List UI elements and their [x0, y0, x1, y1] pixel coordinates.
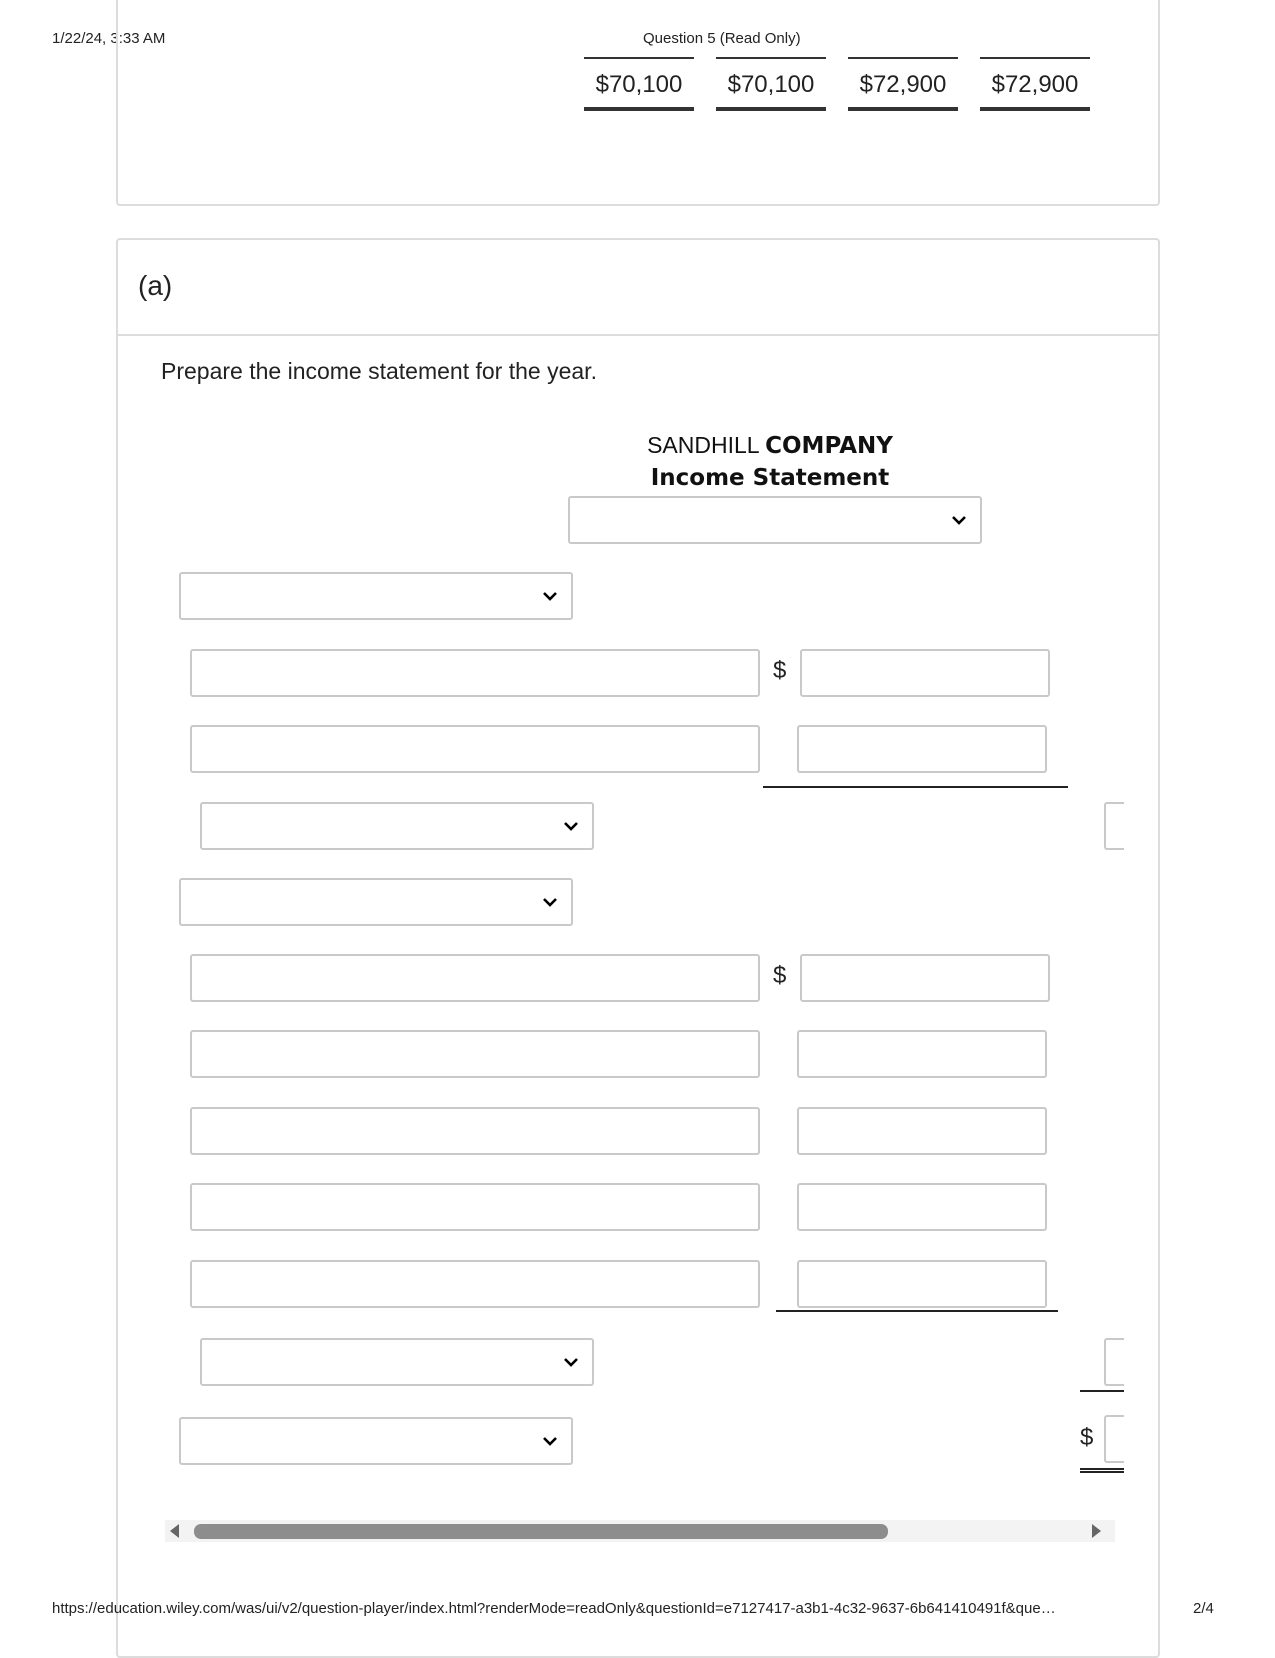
- amount-input[interactable]: [797, 1183, 1047, 1231]
- part-label: (a): [138, 270, 173, 301]
- amount-input[interactable]: [797, 1260, 1047, 1308]
- section-select-2[interactable]: [200, 802, 594, 850]
- total-rule: [1080, 1390, 1124, 1392]
- double-underline: [1080, 1468, 1124, 1473]
- account-name-input[interactable]: [190, 1183, 760, 1231]
- total-column-1: [584, 57, 694, 111]
- total-value: $72,900: [991, 71, 1079, 98]
- total-column-3: [848, 57, 958, 111]
- page-number: 2/4: [1193, 1600, 1214, 1617]
- dollar-sign: $: [773, 962, 787, 989]
- section-select-5[interactable]: [179, 1417, 573, 1465]
- amount-input[interactable]: [797, 725, 1047, 773]
- net-income-input[interactable]: [1104, 1415, 1124, 1463]
- account-name-input[interactable]: [190, 1107, 760, 1155]
- account-name-input[interactable]: [190, 1260, 760, 1308]
- subtotal-rule: [763, 786, 1068, 788]
- amount-input[interactable]: [800, 954, 1050, 1002]
- total-amount-input[interactable]: [1104, 802, 1124, 850]
- dollar-sign: $: [773, 657, 787, 684]
- chevron-down-icon: [541, 1432, 559, 1450]
- total-value: $72,900: [859, 71, 947, 98]
- section-select-1[interactable]: [179, 572, 573, 620]
- account-name-input[interactable]: [190, 954, 760, 1002]
- chevron-down-icon: [541, 893, 559, 911]
- account-name-input[interactable]: [190, 1030, 760, 1078]
- section-select-3[interactable]: [179, 878, 573, 926]
- instruction-text: Prepare the income statement for the year.: [161, 358, 597, 384]
- account-name-input[interactable]: [190, 649, 760, 697]
- amount-input[interactable]: [797, 1107, 1047, 1155]
- chevron-down-icon: [950, 511, 968, 529]
- total-amount-input[interactable]: [1104, 1338, 1124, 1386]
- chevron-down-icon: [562, 817, 580, 835]
- chevron-down-icon: [562, 1353, 580, 1371]
- chevron-down-icon: [541, 587, 559, 605]
- total-value: $70,100: [727, 71, 815, 98]
- part-a-header: [118, 240, 1158, 336]
- period-select[interactable]: [568, 496, 982, 544]
- scroll-right-icon[interactable]: [1092, 1524, 1101, 1538]
- scroll-left-icon[interactable]: [170, 1524, 179, 1538]
- statement-title: Income Statement: [650, 465, 890, 491]
- company-name: SANDHILL COMPANY: [647, 432, 893, 459]
- scrollbar-thumb[interactable]: [194, 1524, 888, 1539]
- subtotal-rule: [776, 1310, 1058, 1312]
- section-select-4[interactable]: [200, 1338, 594, 1386]
- total-value: $70,100: [595, 71, 683, 98]
- print-datetime: 1/22/24, 3:33 AM: [52, 30, 166, 47]
- total-column-4: [980, 57, 1090, 111]
- total-column-2: [716, 57, 826, 111]
- amount-input[interactable]: [797, 1030, 1047, 1078]
- account-name-input[interactable]: [190, 725, 760, 773]
- dollar-sign: $: [1080, 1424, 1094, 1451]
- amount-input[interactable]: [800, 649, 1050, 697]
- page-url: https://education.wiley.com/was/ui/v2/question-player/index.html?renderMode=readOnly&questionId=e7127417-a3b1-4c32-9637-6b641410491f&que…: [52, 1600, 1056, 1617]
- page-title: Question 5 (Read Only): [643, 30, 801, 47]
